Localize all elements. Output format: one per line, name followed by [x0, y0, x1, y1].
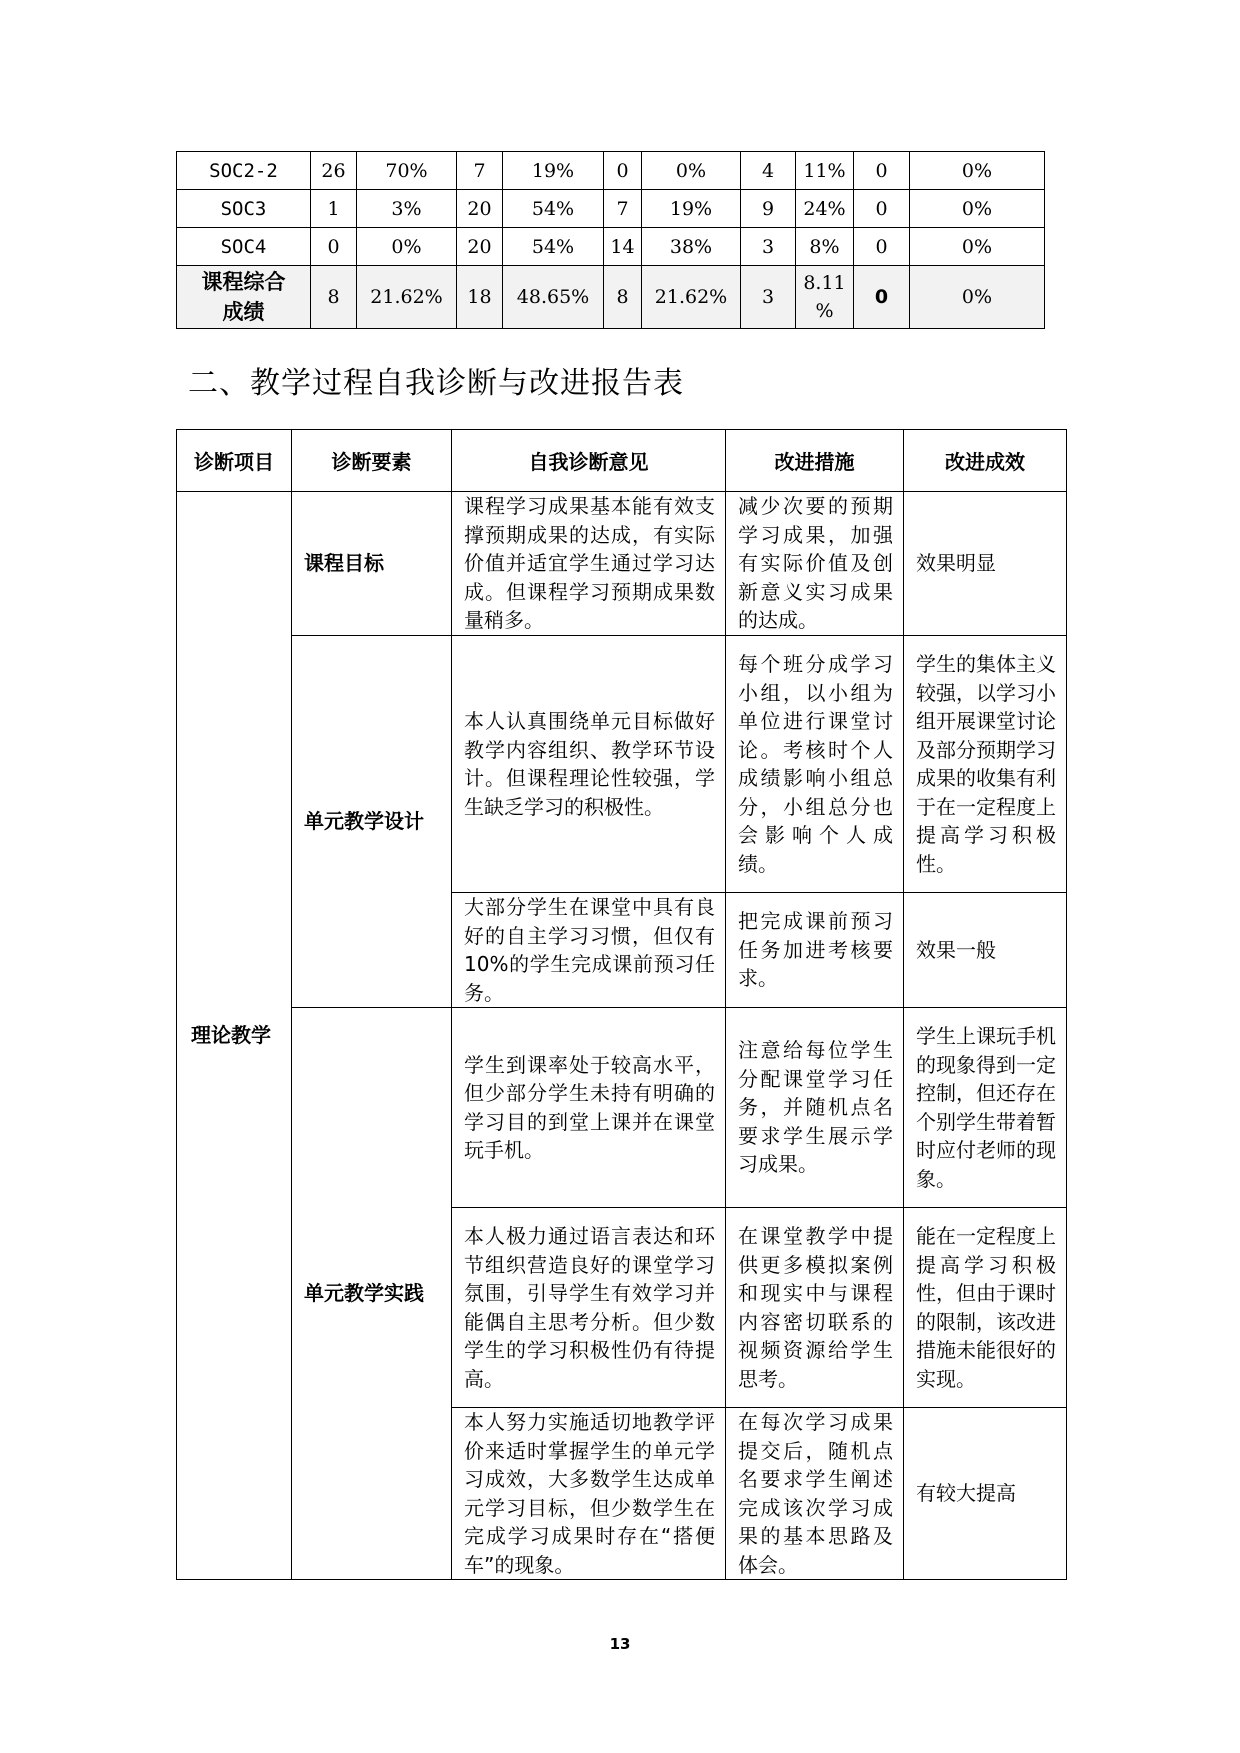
percent-cell: 21.62% [357, 266, 457, 329]
opinion-cell: 本人极力通过语言表达和环节组织营造良好的课堂学习氛围，引导学生有效学习并能偶自主思考分析。但少数学生的学习积极性仍有待提高。 [452, 1208, 726, 1408]
count-cell: 0 [604, 152, 642, 190]
percent-cell: 70% [357, 152, 457, 190]
count-cell: 0 [854, 266, 910, 329]
soc-code-cell: SOC2-2 [177, 152, 311, 190]
table-row [177, 492, 1067, 636]
percent-cell: 54% [503, 228, 604, 266]
percent-cell: 0% [910, 190, 1045, 228]
diagnosis-table [176, 429, 1067, 1580]
count-cell: 9 [741, 190, 796, 228]
percent-cell: 0% [357, 228, 457, 266]
table-row [177, 1008, 1067, 1208]
percent-cell [796, 266, 854, 329]
percent-cell: 24% [796, 190, 854, 228]
opinion-cell: 本人努力实施适切地教学评价来适时掌握学生的单元学习成效，大多数学生达成单元学习目标，但少数学生在完成学习成果时存在“搭便车”的现象。 [452, 1408, 726, 1580]
count-cell: 26 [311, 152, 357, 190]
effect-cell: 能在一定程度上提高学习积极性，但由于课时的限制，该改进措施未能很好的实现。 [904, 1208, 1067, 1408]
percent-cell: 0% [910, 266, 1045, 329]
count-cell: 1 [311, 190, 357, 228]
count-cell: 0 [854, 152, 910, 190]
percent-cell: 38% [642, 228, 741, 266]
count-cell: 0 [311, 228, 357, 266]
count-cell: 8 [311, 266, 357, 329]
total-label-cell [177, 266, 311, 329]
percent-cell: 8% [796, 228, 854, 266]
percent-cell: 48.65% [503, 266, 604, 329]
opinion-cell: 本人认真围绕单元目标做好教学内容组织、教学环节设计。但课程理论性较强，学生缺乏学习的积极性。 [452, 636, 726, 893]
table-row [177, 636, 1067, 893]
effect-cell: 学生上课玩手机的现象得到一定控制，但还存在个别学生带着暂时应付老师的现象。 [904, 1008, 1067, 1208]
effect-cell: 效果明显 [904, 492, 1067, 636]
measure-cell: 每个班分成学习小组，以小组为单位进行课堂讨论。考核时个人成绩影响小组总分，小组总分也会影响个人成绩。 [726, 636, 904, 893]
count-cell: 20 [457, 190, 503, 228]
count-cell: 4 [741, 152, 796, 190]
header-row [177, 430, 1067, 492]
measure-cell: 在课堂教学中提供更多模拟案例和现实中与课程内容密切联系的视频资源给学生思考。 [726, 1208, 904, 1408]
percent-line2: % [815, 300, 834, 322]
header-self-opinion: 自我诊断意见 [452, 430, 726, 492]
count-cell: 14 [604, 228, 642, 266]
count-cell: 0 [854, 190, 910, 228]
count-cell: 7 [604, 190, 642, 228]
count-cell: 8 [604, 266, 642, 329]
soc-code-cell: SOC4 [177, 228, 311, 266]
measure-cell: 把完成课前预习任务加进考核要求。 [726, 893, 904, 1008]
opinion-cell: 课程学习成果基本能有效支撑预期成果的达成，有实际价值并适宜学生通过学习达成。但课程学习预期成果数量稍多。 [452, 492, 726, 636]
section-title: 二、教学过程自我诊断与改进报告表 [188, 366, 684, 401]
total-label-line2: 成绩 [222, 300, 265, 324]
element-cell: 课程目标 [292, 492, 452, 636]
soc-code-cell: SOC3 [177, 190, 311, 228]
percent-cell: 0% [642, 152, 741, 190]
percent-cell: 11% [796, 152, 854, 190]
measure-cell: 在每次学习成果提交后，随机点名要求学生阐述完成该次学习成果的基本思路及体会。 [726, 1408, 904, 1580]
count-cell: 3 [741, 228, 796, 266]
header-improvement-measure: 改进措施 [726, 430, 904, 492]
percent-cell: 19% [503, 152, 604, 190]
percent-cell: 3% [357, 190, 457, 228]
measure-cell: 注意给每位学生分配课堂学习任务，并随机点名要求学生展示学习成果。 [726, 1008, 904, 1208]
category-cell: 理论教学 [177, 492, 292, 1580]
total-row [177, 266, 1045, 329]
count-cell: 20 [457, 228, 503, 266]
table-row [177, 152, 1045, 190]
table-row [177, 190, 1045, 228]
count-cell: 18 [457, 266, 503, 329]
effect-cell: 学生的集体主义较强，以学习小组开展课堂讨论及部分预期学习成果的收集有利于在一定程度上提高学习积极性。 [904, 636, 1067, 893]
element-cell: 单元教学设计 [292, 636, 452, 1008]
total-label-line1: 课程综合 [201, 270, 286, 294]
element-cell: 单元教学实践 [292, 1008, 452, 1580]
percent-cell: 21.62% [642, 266, 741, 329]
score-table [176, 151, 1045, 329]
count-cell: 7 [457, 152, 503, 190]
percent-cell: 0% [910, 228, 1045, 266]
effect-cell: 有较大提高 [904, 1408, 1067, 1580]
measure-cell: 减少次要的预期学习成果，加强有实际价值及创新意义实习成果的达成。 [726, 492, 904, 636]
count-cell: 0 [854, 228, 910, 266]
percent-cell: 54% [503, 190, 604, 228]
opinion-cell: 大部分学生在课堂中具有良好的自主学习习惯，但仅有 10%的学生完成课前预习任务。 [452, 893, 726, 1008]
percent-cell: 19% [642, 190, 741, 228]
page-number: 13 [609, 1635, 631, 1653]
header-diagnosis-item: 诊断项目 [177, 430, 292, 492]
header-improvement-effect: 改进成效 [904, 430, 1067, 492]
table-row [177, 228, 1045, 266]
count-cell: 3 [741, 266, 796, 329]
percent-cell: 0% [910, 152, 1045, 190]
effect-cell: 效果一般 [904, 893, 1067, 1008]
opinion-cell: 学生到课率处于较高水平，但少部分学生未持有明确的学习目的到堂上课并在课堂玩手机。 [452, 1008, 726, 1208]
header-diagnosis-element: 诊断要素 [292, 430, 452, 492]
percent-line1: 8.11 [803, 272, 846, 294]
